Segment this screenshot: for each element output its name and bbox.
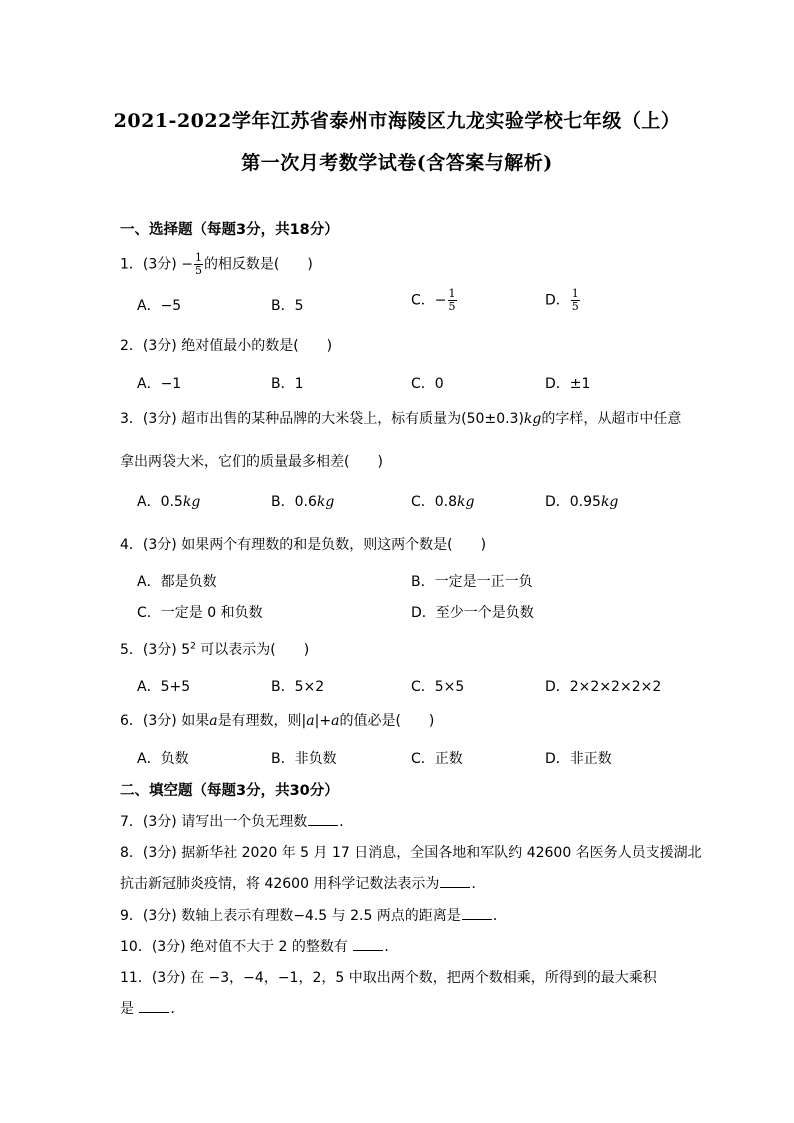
q7-answer-blank[interactable] xyxy=(308,813,338,826)
q6-text-a: 6．(3分) 如果 xyxy=(120,713,210,729)
section-fill-heading: 二、填空题（每题3分，共30分） xyxy=(120,783,339,799)
question-11-line2 xyxy=(120,998,184,1018)
q3-text-b: 的字样，从超市中任意 xyxy=(541,411,682,427)
q1-option-c-prefix: C．− xyxy=(411,292,447,309)
q7-text-b: ． xyxy=(339,814,354,830)
q1-option-d xyxy=(545,288,581,313)
q3-option-d-value: D．0.95 xyxy=(545,494,601,510)
exam-title-line2: 第一次月考数学试卷(含答案与解析) xyxy=(241,152,553,174)
q1-suffix: 的相反数是( ) xyxy=(203,256,313,273)
q3-option-b-value: B．0.6 xyxy=(271,494,317,510)
q4-option-d: D．至少一个是负数 xyxy=(411,605,534,621)
q4-option-b: B．一定是一正一负 xyxy=(411,574,533,590)
q10-answer-blank[interactable] xyxy=(353,938,383,951)
q6-var-a: a xyxy=(209,713,218,729)
q9-text-a: 9．(3分) 数轴上表示有理数−4.5 与 2.5 两点的距离是 xyxy=(120,908,461,924)
q1-frac-den: 5 xyxy=(194,264,202,277)
q1-option-d-fraction xyxy=(571,288,580,313)
q5-text-a: 5．(3分) 5 xyxy=(120,642,191,658)
q9-text-b: ． xyxy=(492,908,507,924)
q1-option-c-num: 1 xyxy=(448,287,456,300)
q11-text-b: ． xyxy=(170,1001,185,1017)
q6-option-d: D．非正数 xyxy=(545,751,612,767)
question-11-line1: 11．(3分) 在 −3，−4，−1，2，5 中取出两个数，把两个数相乘，所得到的最大乘积 xyxy=(120,970,657,986)
q3-option-c-unit: kg xyxy=(457,494,475,510)
q1-option-c-fraction xyxy=(448,288,457,313)
q8-text-b: ． xyxy=(471,876,486,892)
question-10 xyxy=(120,936,398,956)
q1-option-d-den: 5 xyxy=(571,300,579,313)
q1-option-d-num: 1 xyxy=(571,287,579,300)
q6-text-d: 的值必是( ) xyxy=(339,713,435,729)
q1-option-d-prefix: D． xyxy=(545,292,570,309)
q3-option-b-unit: kg xyxy=(316,494,335,510)
q5-text-b: 可以表示为( ) xyxy=(195,642,310,658)
question-1 xyxy=(120,252,313,277)
q3-unit: kg xyxy=(523,411,542,427)
q1-fraction xyxy=(194,252,203,277)
question-8-line1: 8．(3分) 据新华社 2020 年 5 月 17 日消息，全国各地和军队约 42600 名医务人员支援湖北 xyxy=(120,845,702,861)
question-9 xyxy=(120,905,507,925)
q8-answer-blank[interactable] xyxy=(440,875,470,888)
question-8-line2 xyxy=(120,873,485,893)
q3-option-a xyxy=(137,491,200,511)
question-5 xyxy=(120,639,309,659)
q6-option-b: B．非负数 xyxy=(271,751,337,767)
q5-option-b: B．5×2 xyxy=(271,679,325,695)
q6-var-a3: a xyxy=(331,713,340,729)
q2-option-c: C．0 xyxy=(411,376,444,392)
q1-neg: − xyxy=(181,256,193,273)
q3-text-a: 3．(3分) 超市出售的某种品牌的大米袋上，标有质量为(50±0.3) xyxy=(120,411,524,427)
question-6 xyxy=(120,710,434,730)
q6-option-c: C．正数 xyxy=(411,751,463,767)
exam-title-line1: 2021-2022学年江苏省泰州市海陵区九龙实验学校七年级（上） xyxy=(113,110,681,132)
q3-option-a-unit: kg xyxy=(182,494,201,510)
q3-option-a-value: A．0.5 xyxy=(137,494,183,510)
question-7 xyxy=(120,811,353,831)
q5-option-d: D．2×2×2×2×2 xyxy=(545,679,662,695)
q2-option-b: B．1 xyxy=(271,376,304,392)
q2-option-a: A．−1 xyxy=(137,376,182,392)
q3-option-c-value: C．0.8 xyxy=(411,494,458,510)
q6-var-a2: a xyxy=(306,713,315,729)
q10-text-a: 10．(3分) 绝对值不大于 2 的整数有 xyxy=(120,939,353,955)
q2-option-d: D．±1 xyxy=(545,376,591,392)
question-2: 2．(3分) 绝对值最小的数是( ) xyxy=(120,338,333,354)
q4-option-a: A．都是负数 xyxy=(137,574,217,590)
q5-option-c: C．5×5 xyxy=(411,679,465,695)
question-4: 4．(3分) 如果两个有理数的和是负数，则这两个数是( ) xyxy=(120,537,487,553)
q3-option-c xyxy=(411,491,475,511)
q5-exponent: 2 xyxy=(190,641,196,652)
q6-option-a: A．负数 xyxy=(137,751,189,767)
q6-text-b: 是有理数，则| xyxy=(217,713,307,729)
q7-text-a: 7．(3分) 请写出一个负无理数 xyxy=(120,814,308,830)
q10-text-b: ． xyxy=(384,939,399,955)
q1-prefix: 1．(3分) xyxy=(120,256,177,273)
q1-option-c-den: 5 xyxy=(448,300,456,313)
q1-option-c xyxy=(411,288,458,313)
q3-option-d-unit: kg xyxy=(600,494,619,510)
q1-option-a: A．−5 xyxy=(137,298,182,314)
q4-option-c: C．一定是 0 和负数 xyxy=(137,605,263,621)
question-3-line2: 拿出两袋大米，它们的质量最多相差( ) xyxy=(120,454,383,470)
q5-option-a: A．5+5 xyxy=(137,679,191,695)
question-3-line1 xyxy=(120,408,681,428)
q3-option-b xyxy=(271,491,334,511)
q8-text-a: 抗击新冠肺炎疫情，将 42600 用科学记数法表示为 xyxy=(120,876,440,892)
q3-option-d xyxy=(545,491,618,511)
q11-text-a: 是 xyxy=(120,1001,139,1017)
section-choice-heading: 一、选择题（每题3分，共18分） xyxy=(120,222,339,238)
q1-option-b: B．5 xyxy=(271,298,304,314)
q1-frac-num: 1 xyxy=(194,251,202,264)
q6-text-c: |+ xyxy=(314,713,332,729)
q9-answer-blank[interactable] xyxy=(462,907,492,920)
q11-answer-blank[interactable] xyxy=(139,1000,169,1013)
